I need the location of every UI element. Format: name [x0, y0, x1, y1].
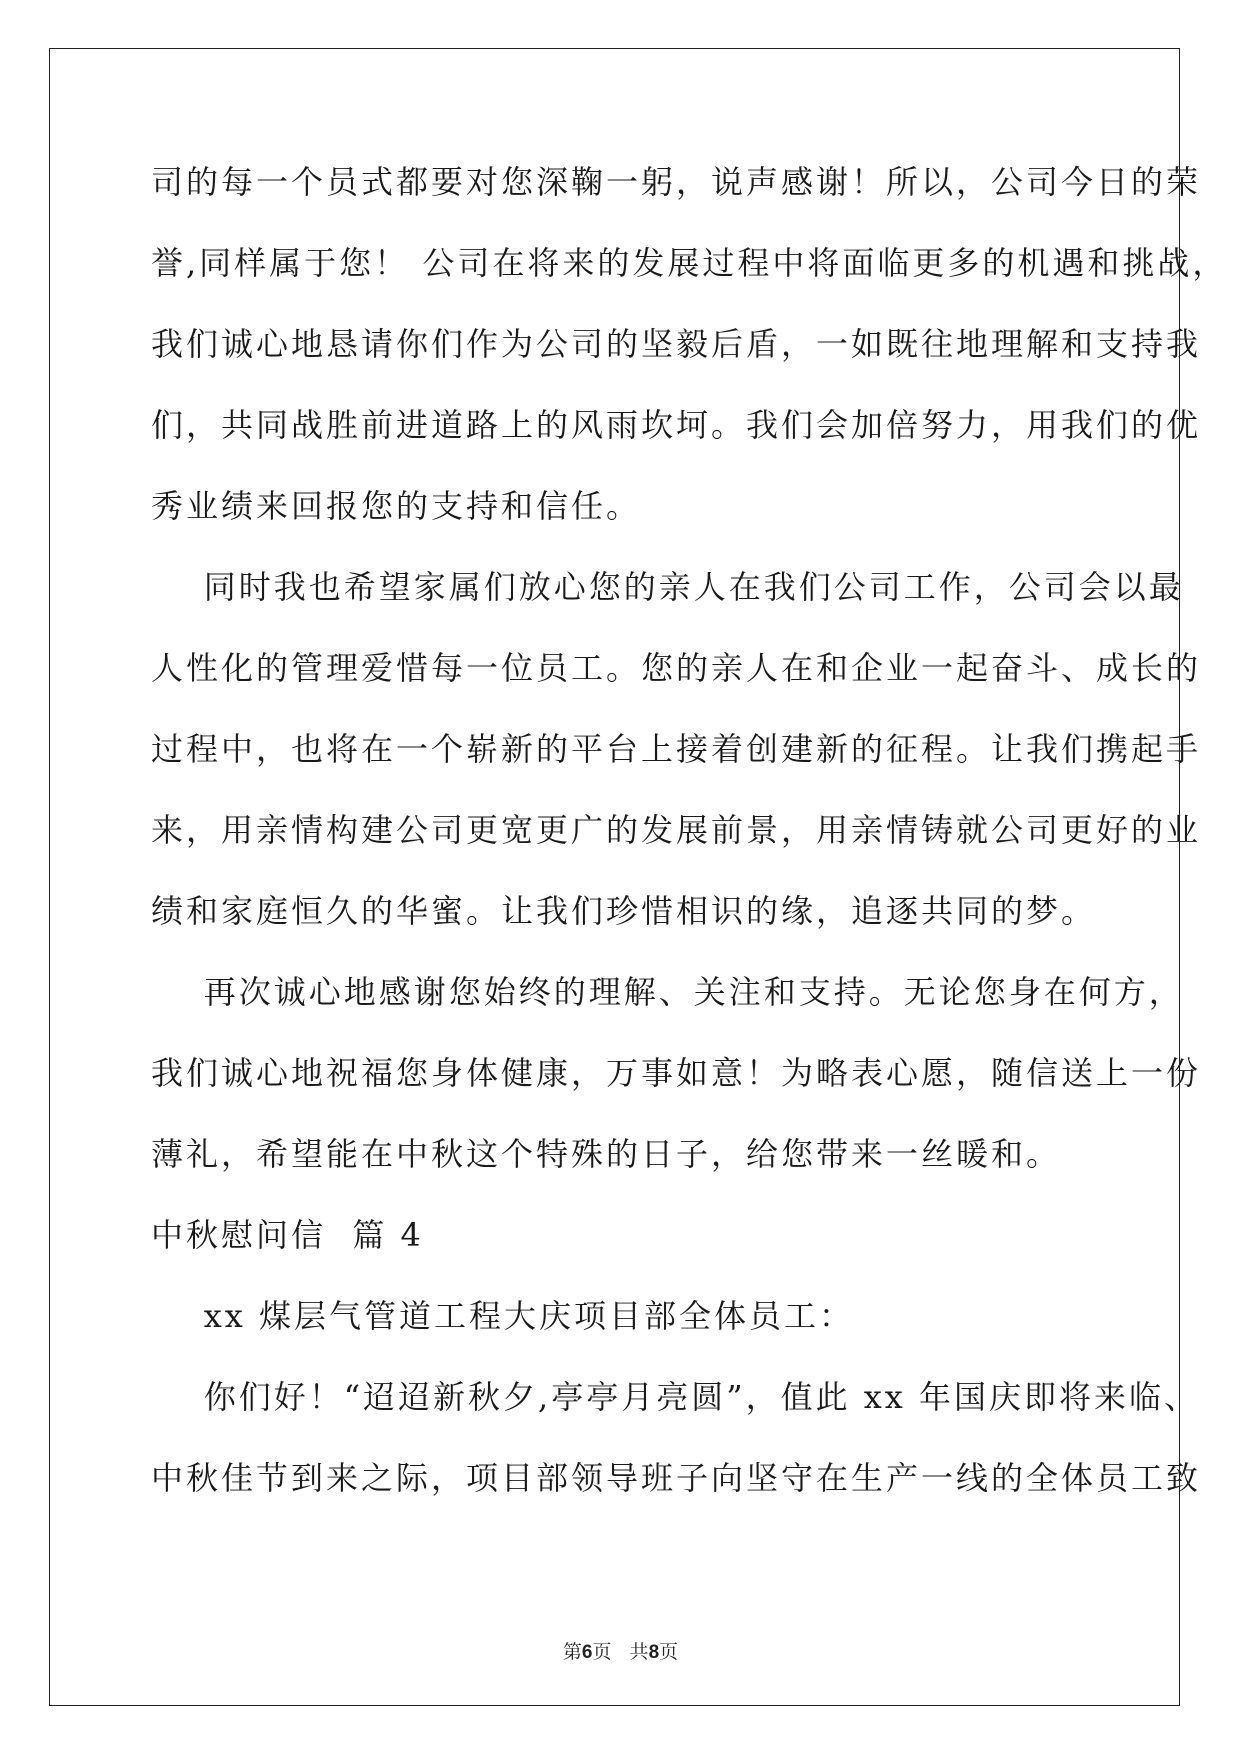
page-footer: [0, 1637, 1241, 1664]
footer-mid: 页 共: [592, 1641, 649, 1663]
text-line: 人性化的管理爱惜每一位员工。您的亲人在和企业一起奋斗、成长的: [151, 649, 1202, 687]
text-line: 过程中，也将在一个崭新的平台上接着创建新的征程。让我们携起手: [151, 730, 1202, 768]
salutation-line: xx 煤层气管道工程大庆项目部全体员工：: [151, 1297, 854, 1335]
text-line: 我们诚心地恳请你们作为公司的坚毅后盾，一如既往地理解和支持我: [151, 325, 1202, 363]
text-line: 绩和家庭恒久的华蜜。让我们珍惜相识的缘，追逐共同的梦。: [151, 892, 1097, 930]
text-line: 同时我也希望家属们放心您的亲人在我们公司工作，公司会以最: [151, 568, 1184, 606]
footer-prefix: 第: [562, 1641, 582, 1663]
section-heading: 中秋慰问信 篇 4: [151, 1216, 424, 1254]
text-line: 薄礼，希望能在中秋这个特殊的日子，给您带来一丝暖和。: [151, 1135, 1062, 1173]
text-line: 中秋佳节到来之际，项目部领导班子向坚守在生产一线的全体员工致: [151, 1459, 1202, 1497]
text-line: 你们好！“迢迢新秋夕,亭亭月亮圆”，值此 xx 年国庆即将来临、: [151, 1378, 1200, 1416]
current-page-number: 6: [581, 1642, 593, 1663]
text-line: 我们诚心地祝福您身体健康，万事如意！为略表心愿，随信送上一份: [151, 1054, 1202, 1092]
text-line: 们，共同战胜前进道路上的风雨坎坷。我们会加倍努力，用我们的优: [151, 406, 1202, 444]
text-line: 再次诚心地感谢您始终的理解、关注和支持。无论您身在何方，: [151, 973, 1184, 1011]
text-line: 来，用亲情构建公司更宽更广的发展前景，用亲情铸就公司更好的业: [151, 811, 1202, 849]
text-line: 司的每一个员式都要对您深鞠一躬，说声感谢！所以，公司今日的荣: [151, 163, 1202, 201]
text-line: 誉,同样属于您！ 公司在将来的发展过程中将面临更多的机遇和挑战，: [151, 244, 1228, 282]
total-pages-number: 8: [648, 1642, 660, 1663]
footer-suffix: 页: [659, 1641, 679, 1663]
text-line: 秀业绩来回报您的支持和信任。: [151, 487, 642, 525]
document-body: [151, 160, 1228, 1537]
